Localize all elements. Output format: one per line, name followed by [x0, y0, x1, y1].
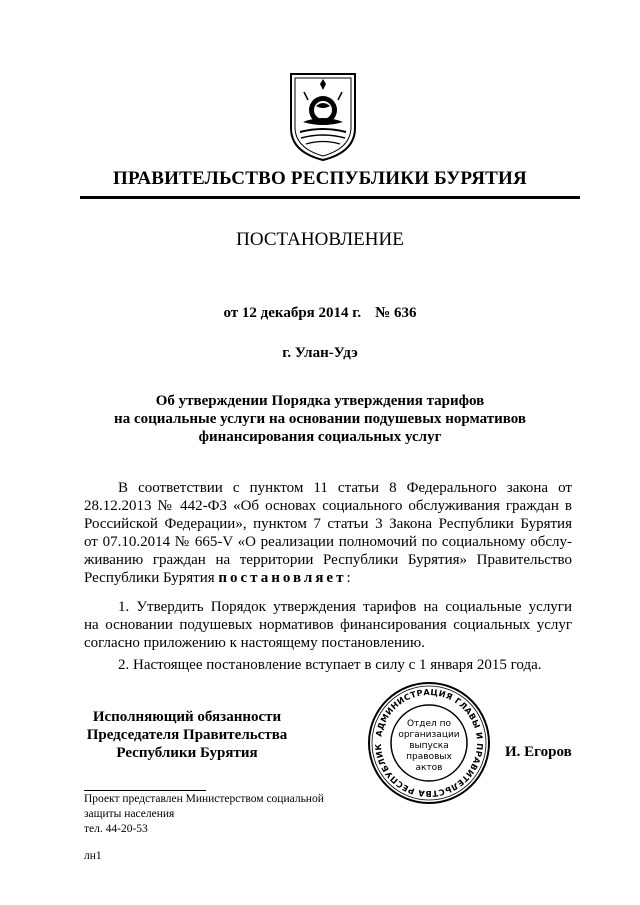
svg-text:актов: актов	[415, 763, 443, 773]
decree-word: постановляет	[218, 570, 347, 586]
item-1-paragraph	[84, 598, 572, 652]
item-1-line: 1. Утвердить Порядок утверждения тарифов на социальные услуги	[118, 599, 572, 615]
preamble-line: живанию граждан на территории Республики Бурятия» Правительство	[84, 552, 572, 568]
government-title: ПРАВИТЕЛЬСТВО РЕСПУБЛИКИ БУРЯТИЯ	[113, 168, 527, 189]
document-date: от 12 декабря 2014 г.	[223, 305, 362, 321]
document-code: лн1	[84, 850, 102, 862]
document-number: № 636	[375, 305, 417, 321]
signatory-title-line: Исполняющий обязанности	[92, 709, 282, 725]
preamble-line: Российской Федерации», пунктом 7 статьи 3 Закона Республики Бурятия	[84, 516, 572, 532]
preamble-paragraph	[84, 479, 572, 587]
signatory-name: И. Егоров	[505, 744, 572, 760]
svg-text:организации: организации	[398, 730, 460, 740]
footnote-line: Проект представлен Министерством социальной	[84, 793, 324, 805]
footnote-line: защиты населения	[84, 808, 175, 820]
document-city: г. Улан-Удэ	[282, 345, 358, 361]
document-subject	[90, 392, 550, 446]
item-2-paragraph	[84, 656, 572, 674]
preamble-line: В соответствии с пунктом 11 статьи 8 Федерального закона от	[118, 480, 572, 496]
svg-text:выпуска: выпуска	[409, 741, 449, 751]
footnote	[84, 792, 324, 837]
item-2-line: 2. Настоящее постановление вступает в силу с 1 января 2015 года.	[118, 657, 542, 673]
subject-line: на социальные услуги на основании подушевых нормативов	[114, 411, 526, 427]
subject-line: финансирования социальных услуг	[198, 429, 442, 445]
signatory-title-line: Республики Бурятия	[116, 745, 258, 761]
svg-text:АДМИНИСТРАЦИЯ ГЛАВЫ И ПРАВИТЕЛ: АДМИНИСТРАЦИЯ ГЛАВЫ И ПРАВИТЕЛЬСТВА РЕСПУБЛИК	[372, 686, 486, 800]
date-number-line	[0, 305, 640, 322]
signatory-title	[80, 708, 294, 762]
preamble-tail: Республики Бурятия	[84, 570, 215, 586]
header-divider	[80, 196, 580, 199]
official-stamp	[366, 680, 492, 806]
document-type: ПОСТАНОВЛЕНИЕ	[236, 229, 404, 250]
footnote-divider	[84, 790, 206, 791]
subject-line: Об утверждении Порядка утверждения тарифов	[155, 393, 485, 409]
item-1-line: на основании подушевых нормативов финансирования социальных услуг	[84, 617, 572, 633]
preamble-line: от 07.10.2014 № 665-V «О реализации полномочий по социальному обслу-	[84, 534, 572, 550]
item-1-line: согласно приложению к настоящему постановлению.	[84, 635, 425, 651]
decree-punct: :	[346, 570, 351, 586]
svg-text:Отдел по: Отдел по	[406, 719, 452, 729]
coat-of-arms-emblem	[286, 70, 360, 162]
footnote-line: тел. 44-20-53	[84, 823, 148, 835]
signatory-title-line: Председателя Правительства	[86, 727, 288, 743]
preamble-last-line	[84, 569, 572, 587]
preamble-line: 28.12.2013 № 442-ФЗ «Об основах социального обслуживания граждан в	[84, 498, 572, 514]
svg-text:правовых: правовых	[406, 752, 452, 762]
